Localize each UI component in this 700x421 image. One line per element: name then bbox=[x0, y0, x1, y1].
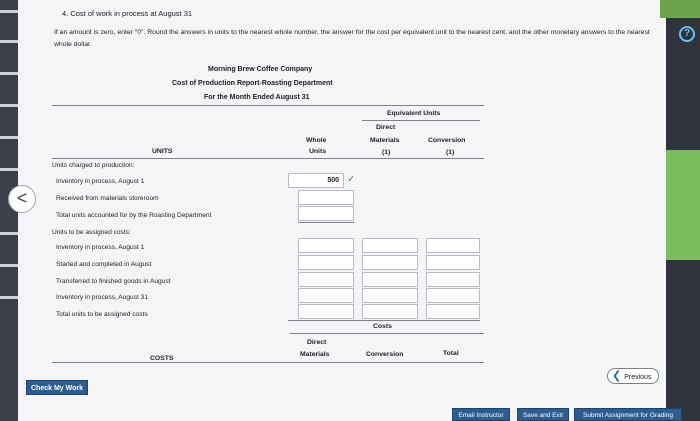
direct-note: (1) bbox=[382, 149, 391, 156]
costs-total-header: Total bbox=[443, 350, 459, 357]
direct-materials-input[interactable] bbox=[362, 255, 418, 270]
report-title: Cost of Production Report-Roasting Department bbox=[172, 80, 333, 87]
toolbar-tick bbox=[0, 296, 18, 299]
whole-units-received-input[interactable] bbox=[298, 190, 354, 205]
whole-units-total-accounted-input[interactable] bbox=[298, 206, 354, 221]
total-underline bbox=[288, 320, 480, 321]
row-label: Inventory in process, August 1 bbox=[56, 244, 145, 251]
materials-header: Materials bbox=[370, 137, 400, 144]
question-title: 4. Cost of work in process at August 31 bbox=[62, 9, 193, 18]
sidebar-highlight bbox=[666, 150, 700, 260]
header-rule bbox=[52, 105, 484, 106]
toolbar-tick bbox=[0, 10, 18, 13]
equivalent-units-header: Equivalent Units bbox=[387, 110, 441, 117]
units-charged-heading: Units charged to production: bbox=[52, 162, 135, 169]
email-instructor-button[interactable]: Email Instructor bbox=[452, 408, 510, 421]
direct-materials-total-input[interactable] bbox=[362, 304, 418, 319]
costs-label: COSTS bbox=[150, 355, 174, 362]
row-label: Inventory in process, August 1 bbox=[56, 178, 145, 185]
correct-check-icon: ✓ bbox=[347, 174, 356, 185]
chevron-left-icon: ❮ bbox=[612, 370, 622, 382]
costs-materials-header: Materials bbox=[300, 351, 330, 358]
direct-materials-input[interactable] bbox=[362, 288, 418, 303]
conversion-input[interactable] bbox=[426, 255, 480, 270]
row-label: Inventory in process, August 31 bbox=[56, 294, 148, 301]
submit-assignment-button[interactable]: Submit Assignment for Grading bbox=[574, 408, 682, 421]
conversion-header: Conversion bbox=[428, 137, 466, 144]
conversion-input[interactable] bbox=[426, 288, 480, 303]
report-period: For the Month Ended August 31 bbox=[204, 94, 310, 101]
whole-units-assigned-input[interactable] bbox=[298, 255, 354, 270]
toolbar-tick bbox=[0, 136, 18, 139]
costs-rule bbox=[290, 333, 484, 334]
whole-units-assigned-input[interactable] bbox=[298, 288, 354, 303]
column-header-rule bbox=[52, 158, 484, 159]
question-instructions: If an amount is zero, enter "0". Round the answers in units to the nearest whole number, the answer for the cost per equivalent unit to the nearest cent, and the other monetary answers to the nearest whole dollar. bbox=[54, 29, 650, 48]
check-my-work-button[interactable]: Check My Work bbox=[26, 380, 88, 395]
save-and-exit-button[interactable]: Save and Exit bbox=[517, 408, 569, 421]
previous-button[interactable] bbox=[607, 368, 659, 384]
whole-units-assigned-input[interactable] bbox=[298, 272, 354, 287]
equivalent-units-rule bbox=[362, 120, 480, 121]
costs-header: Costs bbox=[373, 323, 392, 330]
toolbar-tick bbox=[0, 168, 18, 171]
toolbar-tick bbox=[0, 40, 18, 43]
units-assigned-heading: Units to be assigned costs: bbox=[52, 229, 131, 236]
row-label: Received from materials storeroom bbox=[56, 195, 159, 202]
units-subheader: Units bbox=[309, 148, 326, 155]
total-units-assigned-label: Total units to be assigned costs bbox=[56, 311, 148, 318]
previous-button-label: Previous bbox=[624, 374, 652, 381]
progress-tab bbox=[660, 0, 700, 18]
total-units-accounted-label: Total units accounted for by the Roasting Department bbox=[56, 212, 212, 219]
conversion-note: (1) bbox=[446, 149, 455, 156]
whole-units-header: Whole bbox=[306, 137, 327, 144]
company-name: Morning Brew Coffee Company bbox=[208, 66, 313, 73]
toolbar-tick bbox=[0, 264, 18, 267]
costs-conversion-header: Conversion bbox=[366, 351, 404, 358]
costs-header-rule bbox=[52, 362, 484, 363]
direct-materials-input[interactable] bbox=[362, 272, 418, 287]
conversion-input[interactable] bbox=[426, 238, 480, 253]
units-header: UNITS bbox=[152, 148, 173, 155]
whole-units-inventory-aug1-input[interactable]: 500 bbox=[288, 173, 344, 188]
conversion-total-input[interactable] bbox=[426, 304, 480, 319]
chevron-left-icon[interactable]: < bbox=[8, 185, 36, 213]
conversion-input[interactable] bbox=[426, 272, 480, 287]
help-icon[interactable]: ? bbox=[679, 26, 695, 42]
whole-units-assigned-input[interactable] bbox=[298, 238, 354, 253]
costs-direct-header: Direct bbox=[307, 339, 327, 346]
direct-materials-input[interactable] bbox=[362, 238, 418, 253]
whole-units-total-assigned-input[interactable] bbox=[298, 304, 354, 319]
toolbar-tick bbox=[0, 232, 18, 235]
row-label: Transferred to finished goods in August bbox=[56, 278, 171, 285]
total-underline bbox=[298, 222, 354, 223]
toolbar-tick bbox=[0, 72, 18, 75]
toolbar-tick bbox=[0, 104, 18, 107]
row-label: Started and completed in August bbox=[56, 261, 152, 268]
direct-header: Direct bbox=[376, 124, 396, 131]
